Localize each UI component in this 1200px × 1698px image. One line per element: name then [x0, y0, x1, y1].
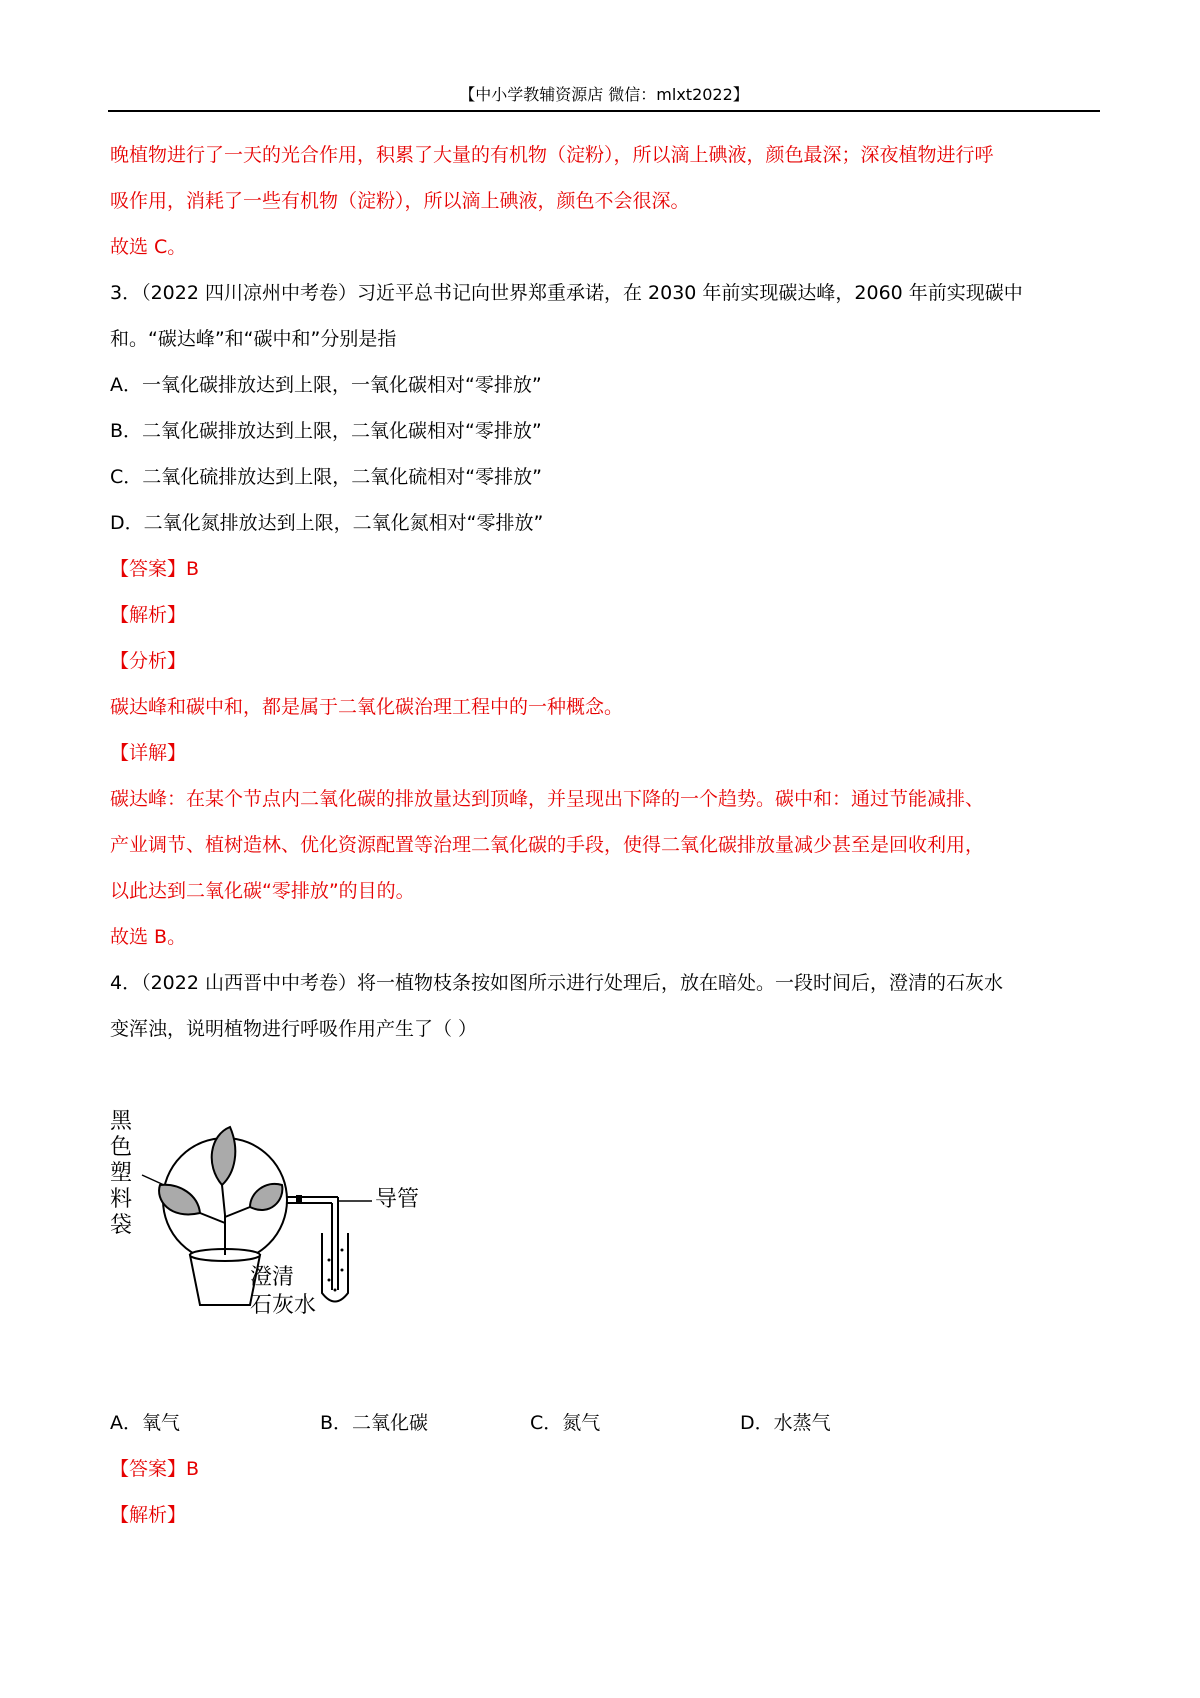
detail-line-3: 以此达到二氧化碳“零排放”的目的。 [110, 880, 415, 902]
choice-b: B．二氧化碳 [320, 1412, 429, 1434]
option-d: D．二氧化氮排放达到上限，二氧化氮相对“零排放” [110, 512, 544, 534]
right-branch [225, 1207, 250, 1217]
left-branch [200, 1213, 225, 1223]
stem [222, 1185, 225, 1255]
question-3-line-2: 和。“碳达峰”和“碳中和”分别是指 [110, 328, 397, 350]
right-leaf [250, 1184, 282, 1210]
bag-label-2: 色 [110, 1135, 133, 1160]
limewater-label-2: 石灰水 [250, 1293, 317, 1318]
fenxi-text: 碳达峰和碳中和，都是属于二氧化碳治理工程中的一种概念。 [110, 696, 624, 718]
explanation-line-1: 晚植物进行了一天的光合作用，积累了大量的有机物（淀粉），所以滴上碘液，颜色最深；深夜植物进行呼 [110, 144, 994, 166]
tube-label: 导管 [375, 1187, 420, 1212]
option-a: A．一氧化碳排放达到上限，一氧化碳相对“零排放” [110, 374, 542, 396]
choice-c: C．氮气 [530, 1412, 601, 1434]
option-b: B．二氧化碳排放达到上限，二氧化碳相对“零排放” [110, 420, 542, 442]
bag-label-5: 袋 [110, 1213, 133, 1238]
conclusion-line: 故选 C。 [110, 236, 187, 258]
choice-d: D．水蒸气 [740, 1412, 831, 1434]
answer-label-2: 【答案】B [110, 1458, 200, 1480]
question-4-line-1: 4．（2022 山西晋中中考卷）将一植物枝条按如图所示进行处理后，放在暗处。一段时间后，澄清的石灰水 [110, 972, 1003, 994]
page-header: 【中小学教辅资源店 微信：mlxt2022】 [108, 84, 1100, 112]
analysis-label-2: 【解析】 [110, 1504, 187, 1526]
detail-label: 【详解】 [110, 742, 187, 764]
answer-label: 【答案】B [110, 558, 200, 580]
bag-label-4: 料 [110, 1187, 133, 1212]
question-3-line-1: 3．（2022 四川凉州中考卷）习近平总书记向世界郑重承诺，在 2030 年前实现碳达峰，2060 年前实现碳中 [110, 282, 1023, 304]
tube-clip [296, 1195, 302, 1203]
analysis-label: 【解析】 [110, 604, 187, 626]
choice-a: A．氧气 [110, 1412, 180, 1434]
bag-label-1: 黑 [110, 1109, 133, 1134]
bag-pointer [142, 1175, 164, 1185]
experiment-figure [110, 1105, 430, 1330]
question-4-line-2: 变浑浊，说明植物进行呼吸作用产生了（ ） [110, 1018, 478, 1040]
explanation-line-2: 吸作用，消耗了一些有机物（淀粉），所以滴上碘液，颜色不会很深。 [110, 190, 690, 212]
detail-line-1: 碳达峰：在某个节点内二氧化碳的排放量达到顶峰，并呈现出下降的一个趋势。碳中和：通过节能减排、 [110, 788, 985, 810]
fenxi-label: 【分析】 [110, 650, 187, 672]
limewater-label-1: 澄清 [250, 1265, 295, 1290]
conclusion-line-2: 故选 B。 [110, 926, 187, 948]
top-leaf [212, 1127, 236, 1185]
bag-label-3: 塑 [110, 1161, 133, 1186]
option-c: C．二氧化硫排放达到上限，二氧化硫相对“零排放” [110, 466, 542, 488]
detail-line-2: 产业调节、植树造林、优化资源配置等治理二氧化碳的手段，使得二氧化碳排放量减少甚至是回收利用， [110, 834, 985, 856]
left-leaf [159, 1185, 200, 1215]
